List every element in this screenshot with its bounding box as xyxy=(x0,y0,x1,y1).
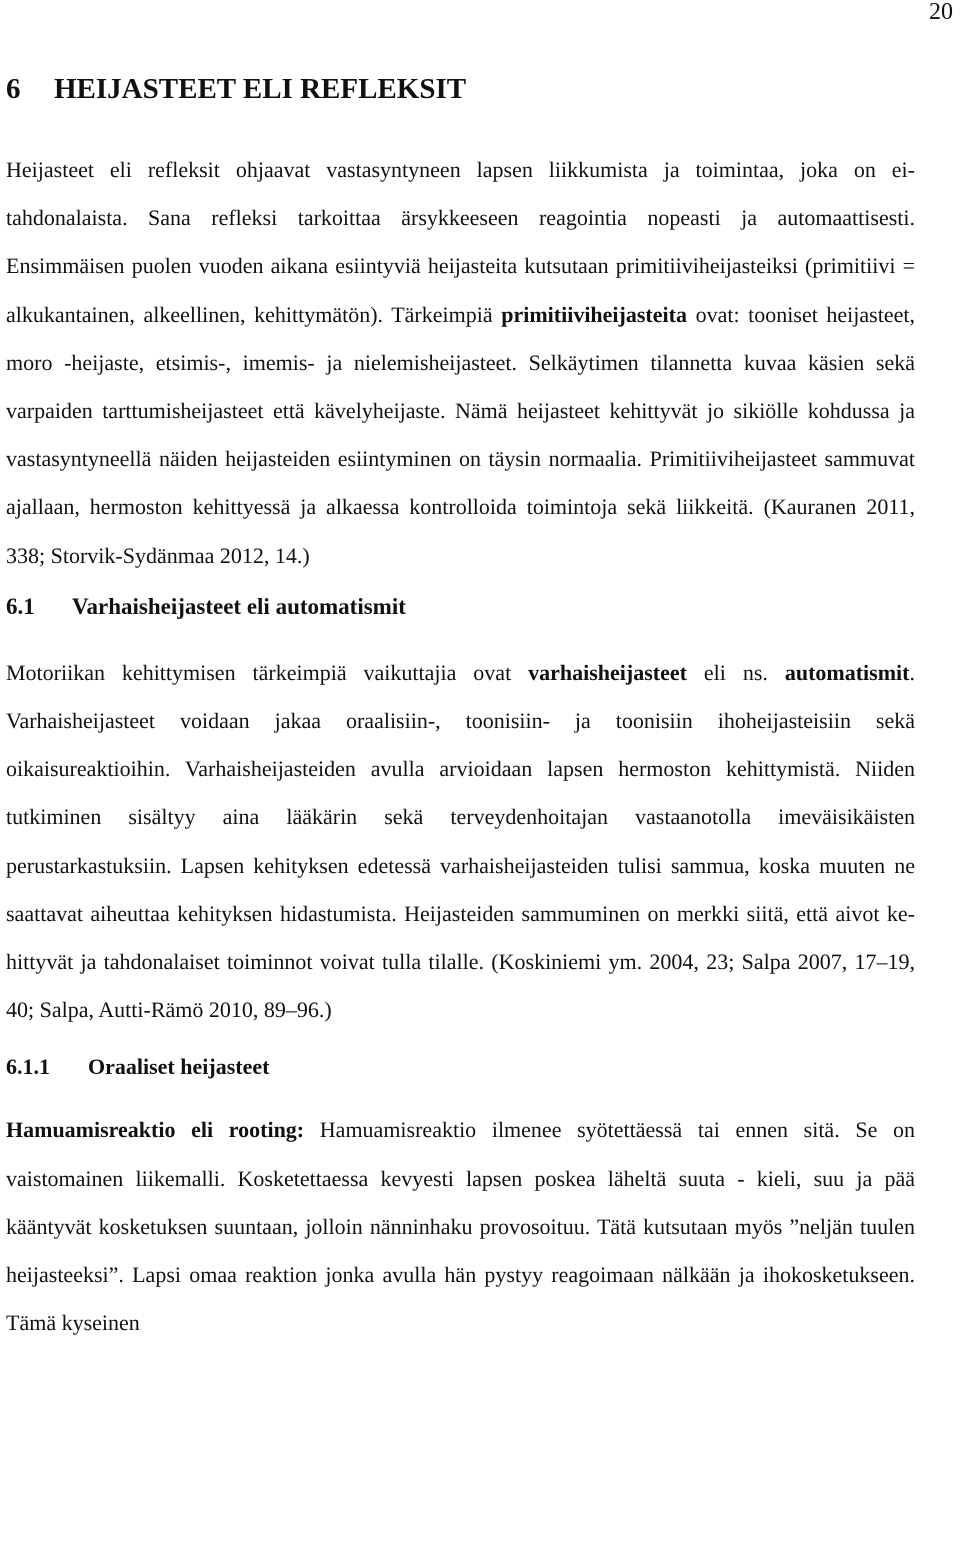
paragraph-reflexes-intro xyxy=(6,146,915,580)
page-content xyxy=(6,62,915,1347)
section-heading xyxy=(6,584,915,630)
bold-term-early-reflexes: varhaisheijasteet xyxy=(528,659,687,685)
section-number: 6.1 xyxy=(6,593,35,619)
paragraph-text: Motoriikan kehittymisen tärkeimpiä vaikuttajia ovat xyxy=(6,659,529,685)
paragraph-text: Hamuamisreaktio ilmenee syötettäessä tai ennen sitä. Se on vaistomainen liikemalli. Kosketettaessa kevyesti lapsen poskea läheltä suuta - kieli, suu ja pää kääntyvät kosketuksen suuntaan, jolloin nänninhaku provosoituu. Tätä kutsutaan myös ”neljän tuulen heijasteeksi”. Lapsi omaa reaktion jonka avulla hän pystyy reagoimaan nälkään ja ihokosketukseen. Tämä kyseinen xyxy=(6,1117,915,1336)
subsection-heading xyxy=(6,1044,915,1090)
chapter-title: HEIJASTEET ELI REFLEKSIT xyxy=(54,73,467,105)
paragraph-text: ovat: tooniset heijasteet, moro -heijaste, etsimis-, imemis- ja nielemisheijasteet. Selkäytimen tilannetta kuvaa käsien sekä varpaiden tarttumisheijasteet että kävelyheijaste. Nämä heijasteet kehittyvät jo sikiölle kohdussa ja vastasyntyneellä näiden heijasteiden esiintyminen on täysin normaalia. Primitiiviheijasteet sammuvat ajallaan, hermoston kehittyessä ja alkaessa kontrolloida toimintoja sekä liikkeitä. (Kauranen 2011, 338; Storvik-Sydänmaa 2012, 14.) xyxy=(6,301,915,568)
chapter-number: 6 xyxy=(6,73,21,105)
paragraph-text: eli ns. xyxy=(686,659,785,685)
paragraph-rooting-reflex xyxy=(6,1106,915,1347)
bold-term-rooting: Hamuamisreaktio eli rooting: xyxy=(6,1117,305,1143)
chapter-heading xyxy=(6,62,915,116)
section-title: Varhaisheijasteet eli automatismit xyxy=(72,593,406,619)
bold-term-automatisms: automatismit xyxy=(784,659,910,685)
subsection-number: 6.1.1 xyxy=(6,1054,50,1080)
paragraph-text: Heijasteet eli refleksit ohjaavat vastasyntyneen lapsen liikkumista ja toimintaa, joka on ei-tahdonalaista. Sana refleksi tarkoittaa ärsykkeeseen reagointia nopeasti ja automaattisesti. Ensimmäisen puolen vuoden aikana esiintyviä heijasteita kutsutaan primitiiviheijasteiksi (primitiivi = alkukantainen, alkeellinen, kehittymätön). Tärkeimpiä xyxy=(6,157,915,327)
subsection-title: Oraaliset heijasteet xyxy=(88,1054,270,1080)
page-number: 20 xyxy=(929,0,953,25)
paragraph-automatisms xyxy=(6,649,915,1035)
bold-term-primitive-reflexes: primitiiviheijasteita xyxy=(501,301,687,327)
paragraph-text: . Varhaisheijasteet voidaan jakaa oraalisiin-, toonisiin- ja toonisiin ihoheijasteisiin sekä oikaisureaktioihin. Varhaisheijasteiden avulla arvioidaan lapsen hermoston kehittymistä. Niiden tutkiminen sisältyy aina lääkärin sekä terveydenhoitajan vastaanotolla imeväisikäisten perustarkastuksiin. Lapsen kehityksen edetessä varhaisheijasteiden tulisi sammua, koska muuten ne saattavat aiheuttaa kehityksen hidastumista. Heijasteiden sammuminen on merkki siitä, että aivot kehittyvät ja tahdonalaiset toiminnot voivat tulla tilalle. (Koskiniemi ym. 2004, 23; Salpa 2007, 17–19, 40; Salpa, Autti-Rämö 2010, 89–96.) xyxy=(6,659,915,1023)
